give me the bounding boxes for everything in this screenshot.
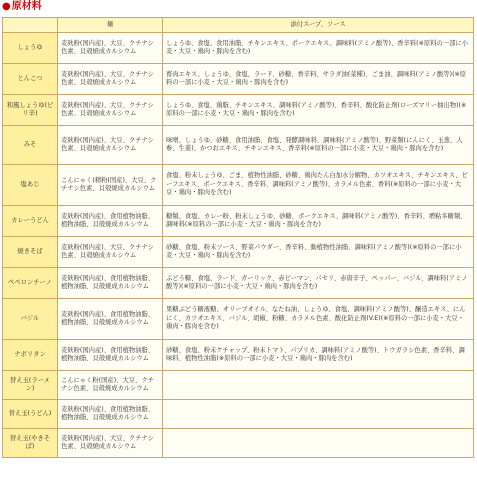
product-name: 和風しょうゆ(ピリ辛)	[3, 95, 57, 125]
soup-ingredients: 畜肉エキス、しょうゆ、食塩、ラード、砂糖、香辛料、サラダ油(菜種)、ごま油、調味料(アミノ酸等)(※原料の一部に小麦・大豆・鶏肉・豚肉を含む)	[163, 64, 473, 94]
product-name: ペペロンチーノ	[3, 268, 57, 298]
product-name: とんこつ	[3, 64, 57, 94]
product-name: しょうゆ	[3, 33, 57, 63]
noodle-ingredients: 麦麸粉(国内産)、食用植物油脂、植物油脂、貝殻焼成カルシウム	[58, 268, 162, 298]
ingredients-table	[2, 17, 474, 458]
header-product	[3, 18, 57, 32]
table-row	[3, 64, 473, 94]
noodle-ingredients: 麦麸粉(国内産)、大豆、クチナシ色素、貝殻焼成カルシウム	[58, 33, 162, 63]
noodle-ingredients: 麦麸粉(国内産)、大豆、クチナシ色素、貝殻焼成カルシウム	[58, 95, 162, 125]
noodle-ingredients: こんにゃく粉(国産)、大豆、クチナシ色素、貝殻焼成カルシウム	[58, 371, 162, 399]
table-row	[3, 371, 473, 399]
product-name: カレーうどん	[3, 206, 57, 236]
product-name: 替え玉(ラーメン)	[3, 371, 57, 399]
soup-ingredients	[163, 400, 473, 428]
soup-ingredients	[163, 371, 473, 399]
product-name: 塩あじ	[3, 165, 57, 205]
table-row	[3, 340, 473, 370]
product-name: バジル	[3, 299, 57, 339]
bullet-icon: ●	[2, 1, 11, 12]
table-row	[3, 429, 473, 457]
soup-ingredients: 砂糖、食塩、粉末ソース、野菜パウダー、香辛料、動植物性油脂、調味料(アミノ酸等)(※原料の一部に小麦・大豆・鶏肉・豚肉を含む)	[163, 237, 473, 267]
noodle-ingredients: 麦麸粉(国内産)、食用植物油脂、植物油脂、貝殻焼成カルシウム	[58, 340, 162, 370]
soup-ingredients: 砂糖、食塩、粉末ケチャップ、粉末トマト、パプリカ、調味料(アミノ酸等)、トウガラシ色素、香辛料、調味料、植物性油脂(※原料の一部に小麦・大豆・鶏肉・豚肉を含む)	[163, 340, 473, 370]
soup-ingredients: ぶどう糖、食塩、ラード、ガーリック、赤ピーマン、パセリ、赤唐辛子、ペッパー、バジル、調味料(アミノ酸等)(※原料の一部に小麦・大豆・鶏肉・豚肉を含む)	[163, 268, 473, 298]
soup-ingredients	[163, 429, 473, 457]
table-row	[3, 95, 473, 125]
section-title-text: 原材料	[11, 1, 42, 12]
header-noodle: 麺	[58, 18, 162, 32]
noodle-ingredients: 麦麸粉(国内産)、大豆、クチナシ色素、貝殻焼成カルシウム	[58, 126, 162, 164]
soup-ingredients: 糖類、食塩、カレー粉、粉末しょうゆ、砂糖、ポークエキス、調味料(アミノ酸等)、香辛料、増粘多糖類、調味料(※原料の一部に小麦・大豆・鶏肉・豚肉を含む)	[163, 206, 473, 236]
soup-ingredients: 食塩、粉末しょうゆ、ごま、植物性油脂、砂糖、鶏肉たん白加水分解物、カツオエキス、チキンエキス、ビーフエキス、ポークエキス、香辛料、調味料(アミノ酸等)、カラメル色素、香料(※原料の一部に小麦・大豆・鶏肉・豚肉を含む)	[163, 165, 473, 205]
table-row	[3, 268, 473, 298]
soup-ingredients: しょうゆ、食塩、鶏脂、チキンエキス、調味料(アミノ酸等)、香辛料、酸化防止剤(ローズマリー抽出物)(※原料の一部に小麦・大豆・鶏肉・豚肉を含む)	[163, 95, 473, 125]
table-row	[3, 206, 473, 236]
table-row	[3, 126, 473, 164]
soup-ingredients: 果糖ぶどう糖液糖、オリーブオイル、なたね油、しょうゆ、食塩、調味料(アミノ酸等)、醸造エキス、にんにく、カツオエキス、バジル、胡椒、粉糖、カラメル色素、酸化防止剤(V.E)(※原料の一部に小麦・大豆・鶏肉・豚肉を含む)	[163, 299, 473, 339]
noodle-ingredients: こんにゃく(精粉(国産)、大豆、クチナシ色素、貝殻焼成カルシウム	[58, 165, 162, 205]
product-name: みそ	[3, 126, 57, 164]
product-name: 焼きそば	[3, 237, 57, 267]
table-row	[3, 165, 473, 205]
noodle-ingredients: 麦麸粉(国内産)、大豆、クチナシ色素、貝殻焼成カルシウム	[58, 64, 162, 94]
table-row	[3, 33, 473, 63]
product-name: 替え玉(やきそば)	[3, 429, 57, 457]
noodle-ingredients: 麦麸粉(国内産)、大豆、クチナシ色素、貝殻焼成カルシウム	[58, 429, 162, 457]
section-title	[2, 1, 42, 13]
soup-ingredients: 味噌、しょうゆ、砂糖、食用油脂、食塩、発酵調味料、調味料(アミノ酸等)、野菜類(にんにく、玉葱、人参、生姜)、かつおエキス、チキンエキス、香辛料(※原料の一部に小麦・大豆・鶏肉・豚肉を含む)	[163, 126, 473, 164]
product-name: ナポリタン	[3, 340, 57, 370]
table-row	[3, 299, 473, 339]
table-header-row	[3, 18, 473, 32]
table-row	[3, 237, 473, 267]
product-name: 替え玉(うどん)	[3, 400, 57, 428]
noodle-ingredients: 麦麸粉(国内産)、食用植物油脂、植物油脂、貝殻焼成カルシウム	[58, 299, 162, 339]
noodle-ingredients: 麦麸粉(国内産)、食用植物油脂、植物油脂、貝殻焼成カルシウム	[58, 206, 162, 236]
table-row	[3, 400, 473, 428]
noodle-ingredients: 麦麸粉(国内産)、食用植物油脂、植物油脂、貝殻焼成カルシウム	[58, 400, 162, 428]
noodle-ingredients: 麦麸粉(国内産)、大豆、クチナシ色素、貝殻焼成カルシウム	[58, 237, 162, 267]
header-soup: 添付スープ、ソース	[163, 18, 473, 32]
soup-ingredients: しょうゆ、食塩、食用油脂、チキンエキス、ポークエキス、調味料(アミノ酸等)、香辛料(※原料の一部に小麦・大豆・鶏肉・豚肉を含む)	[163, 33, 473, 63]
